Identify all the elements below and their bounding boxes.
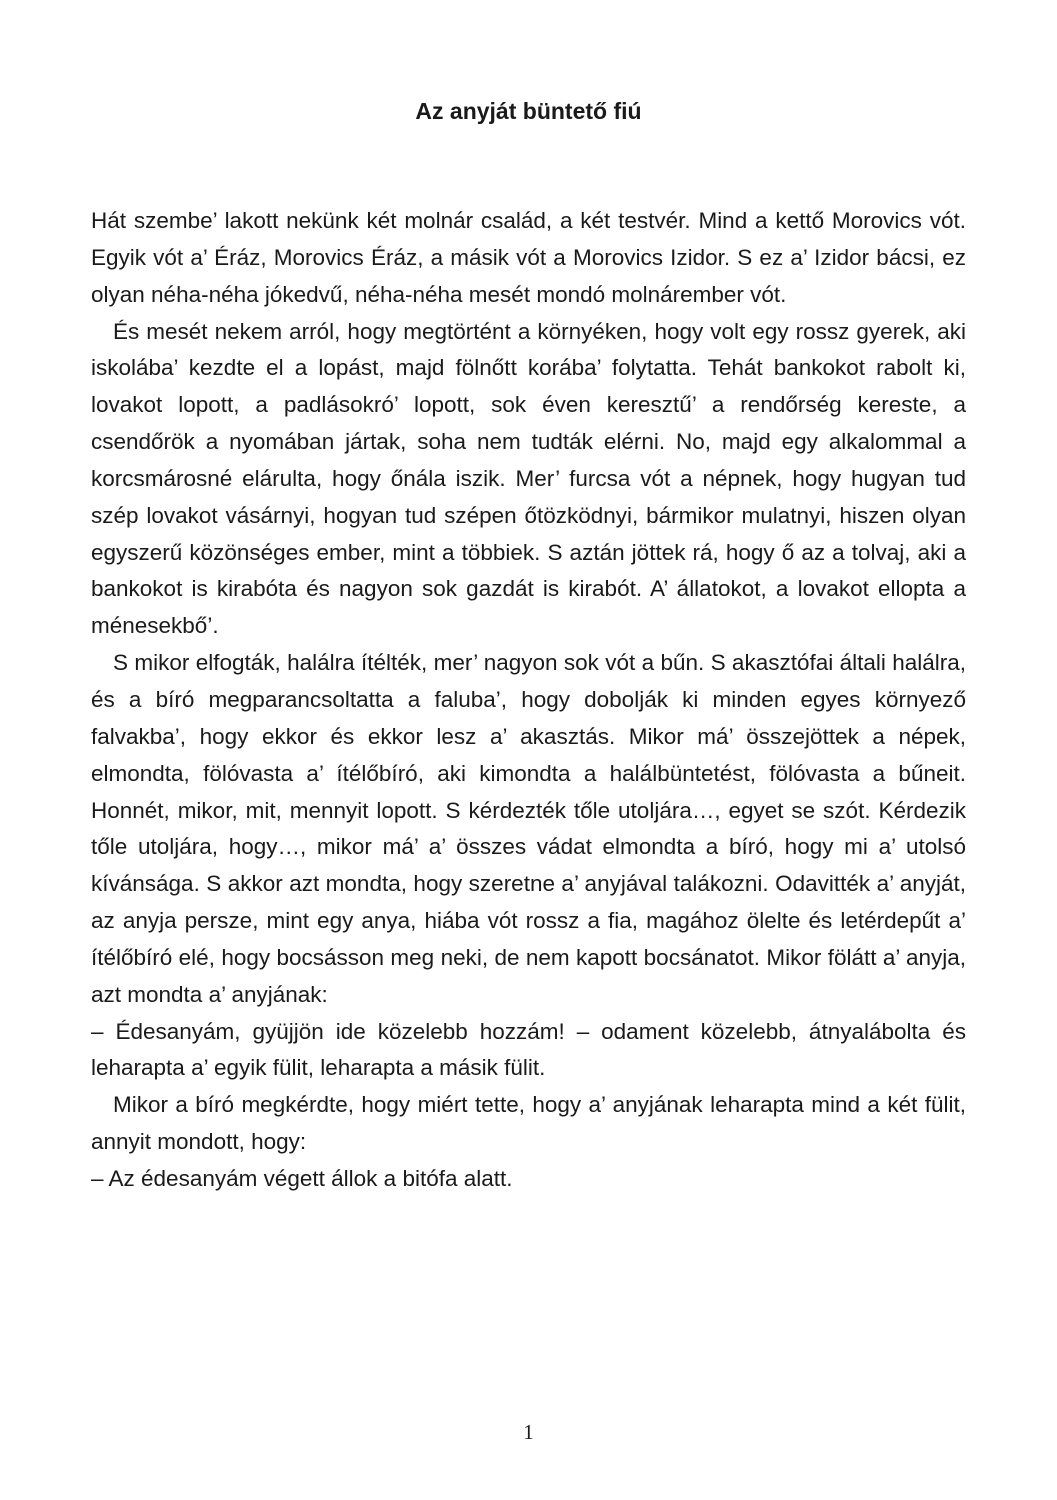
paragraph-1: Hát szembe’ lakott nekünk két molnár család, a két testvér. Mind a kettő Morovics vót. Egyik vót a’ Éráz, Morovics Éráz, a másik vót a Morovics Izidor. S ez a’ Izidor bácsi, ez olyan néha-néha jókedvű, néha-néha mesét mondó molnárember vót. [91,208,966,307]
page-number: 1 [523,1420,534,1444]
paragraph-3: S mikor elfogták, halálra ítélték, mer’ nagyon sok vót a bűn. S akasztófai általi halálra, és a bíró megparancsoltatta a faluba’, hogy dobolják ki minden egyes környező falvakba’, hogy ekkor és ekkor lesz a’ akasztás. Mikor má’ összejöttek a népek, elmondta, fölóvasta a’ ítélőbíró, aki kimondta a halálbüntetést, fölóvasta a bűneit. Honnét, mikor, mit, mennyit lopott. S kérdezték tőle utoljára…, egyet se szót. Kérdezik tőle utoljára, hogy…, mikor má’ a’ összes vádat elmondta a bíró, hogy mi a’ utolsó kívánsága. S akkor azt mondta, hogy szeretne a’ anyjával talákozni. Odavitték a’ anyját, az anyja persze, mint egy anya, hiába vót rossz a fia, magához ölelte és letérdepűt a’ ítélőbíró elé, hogy bocsásson meg neki, de nem kapott bocsánatot. Mikor fölátt a’ anyja, azt mondta a’ anyjának: [91,650,966,1007]
page-title: Az anyját büntető fiú [415,98,642,124]
paragraph-2: És mesét nekem arról, hogy megtörtént a környéken, hogy volt egy rossz gyerek, aki iskolába’ kezdte el a lopást, majd fölnőtt korába’ folytatta. Tehát bankokot rabolt ki, lovakot lopott, a padlásokró’ lopott, sok éven keresztű’ a rendőrség kereste, a csendőrök a nyomában jártak, soha nem tudták elérni. No, majd egy alkalommal a korcsmárosné elárulta, hogy őnála iszik. Mer’ furcsa vót a népnek, hogy hugyan tud szép lovakot vásárnyi, hogyan tud szépen őtözködnyi, bármikor mulatnyi, hiszen olyan egyszerű közönséges ember, mint a többiek. S aztán jöttek rá, hogy ő az a tolvaj, aki a bankokot is kirabóta és nagyon sok gazdát is kirabót. A’ állatokot, a lovakot ellopta a ménesekbő’. [91,318,966,639]
dialogue-line-1: – Édesanyám, gyüjjön ide közelebb hozzám! – odament közelebb, átnyalábolta és leharapta a’ egyik fülit, leharapta a másik fülit. [91,1018,966,1081]
paragraph-4: Mikor a bíró megkérdte, hogy miért tette, hogy a’ anyjának leharapta mind a két fülit, annyit mondott, hogy: [91,1092,966,1155]
dialogue-line-2: – Az édesanyám végett állok a bitófa alatt. [91,1165,513,1191]
story-body [91,203,966,1198]
